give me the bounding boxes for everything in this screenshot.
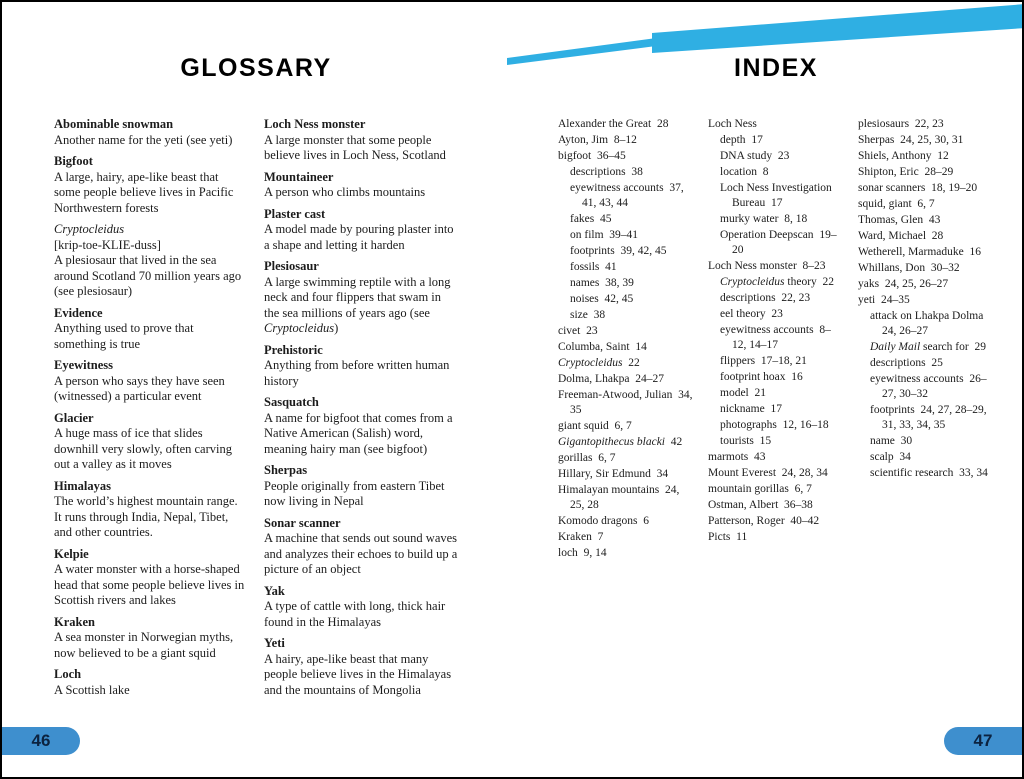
index-entry-pages: 36–45 <box>596 150 626 162</box>
glossary-term: Sasquatch <box>264 395 319 409</box>
index-entry: civet 23 <box>558 325 598 337</box>
index-entry: Wetherell, Marmaduke 16 <box>858 246 981 258</box>
index-entry-pages: 24, 28, 34 <box>781 467 828 479</box>
glossary-definition: People originally from eastern Tibet now living in Nepal <box>264 478 445 508</box>
index-entry-pages: 22, 23 <box>914 118 944 130</box>
index-entry: marmots 43 <box>708 451 766 463</box>
glossary-entry <box>264 516 458 578</box>
index-entry-pages: 17–18, 21 <box>760 355 807 367</box>
index-entry: descriptions 22, 23 <box>720 292 811 304</box>
index-entry: fossils 41 <box>570 261 617 273</box>
index-entry: murky water 8, 18 <box>720 213 808 225</box>
index-entry: fakes 45 <box>570 213 612 225</box>
index-entry-pages: 7 <box>597 531 604 543</box>
index-entry: photographs 12, 16–18 <box>720 419 829 431</box>
index-entry-pages: 38 <box>593 309 606 321</box>
index-entry: Himalayan mountains 24, 25, 28 <box>558 484 680 511</box>
swoosh-segment-thick <box>652 4 1024 53</box>
index-column-1 <box>558 117 694 562</box>
page-number-right: 47 <box>973 731 993 750</box>
glossary-page <box>54 54 458 704</box>
index-entry: Shiels, Anthony 12 <box>858 150 949 162</box>
glossary-definition: A hairy, ape-like beast that many people believe lives in the Himalayas and the mountains of Mongolia <box>264 651 452 697</box>
index-entry-pages: 28–29 <box>924 166 954 178</box>
index-entry-pages: 24, 27, 28–29, 31, 33, 34, 35 <box>882 404 987 431</box>
glossary-entry <box>54 222 248 300</box>
glossary-definition: A huge mass of ice that slides downhill very slowly, often carving out a valley as it moves <box>54 426 232 471</box>
index-entry: depth 17 <box>720 134 763 146</box>
index-entry: model 21 <box>720 387 766 399</box>
index-entry-pages: 24, 25, 26–27 <box>884 278 949 290</box>
glossary-definition: A Scottish lake <box>54 682 130 697</box>
index-entry: Hillary, Sir Edmund 34 <box>558 468 669 480</box>
index-entry: sonar scanners 18, 19–20 <box>858 182 978 194</box>
glossary-term: Sonar scanner <box>264 515 341 530</box>
index-entry-pages: 9, 14 <box>583 547 607 559</box>
index-entry: Gigantopithecus blacki 42 <box>558 436 683 448</box>
index-entry-pages: 12 <box>937 150 949 162</box>
index-entry-pages: 43 <box>754 451 766 463</box>
index-entry: Loch Ness monster 8–23 <box>708 260 826 272</box>
index-entry: tourists 15 <box>720 435 772 447</box>
glossary-column-2 <box>264 117 458 704</box>
index-entry-pages: 19–20 <box>732 229 837 256</box>
glossary-term: Plesiosaur <box>264 259 319 273</box>
index-entry-pages: 17 <box>751 134 763 146</box>
index-entry: Cryptocleidus 22 <box>558 357 640 369</box>
index-entry: Komodo dragons 6 <box>558 515 650 527</box>
glossary-definition: A large monster that some people believe lives in Loch Ness, Scotland <box>264 132 446 162</box>
index-entry: Alexander the Great 28 <box>558 118 669 130</box>
index-entry: Dolma, Lhakpa 24–27 <box>558 373 665 385</box>
index-entry-pages: 30–32 <box>930 262 960 274</box>
index-entry: Operation Deepscan 19–20 <box>720 229 837 256</box>
index-entry-pages: 11 <box>736 531 748 543</box>
glossary-term: Cryptocleidus <box>54 222 125 236</box>
index-entry-pages: 22 <box>822 276 835 288</box>
index-entry: Loch Ness <box>708 118 757 130</box>
glossary-entry <box>264 463 458 510</box>
glossary-entry <box>264 395 458 457</box>
glossary-definition: A name for bigfoot that comes from a Native American (Salish) word, meaning hairy man (see bigfoot) <box>264 410 453 456</box>
index-entry: location 8 <box>720 166 769 178</box>
index-entry-pages: 30 <box>900 435 913 447</box>
glossary-definition: Another name for the yeti (see yeti) <box>54 132 233 147</box>
glossary-definition: A person who climbs mountains <box>264 185 426 199</box>
page-number-pill-left <box>2 727 80 755</box>
index-entry-pages: 24–35 <box>881 294 910 306</box>
glossary-term: Glacier <box>54 410 94 425</box>
glossary-entry <box>264 636 458 698</box>
glossary-entry <box>54 667 248 698</box>
index-entry: Shipton, Eric 28–29 <box>858 166 954 178</box>
glossary-entry <box>264 259 458 337</box>
index-entry: descriptions 38 <box>570 166 643 178</box>
glossary-entry <box>54 358 248 405</box>
page-number-pill-right <box>944 727 1022 755</box>
index-entry-pages: 6 <box>643 515 650 527</box>
glossary-term: Kraken <box>54 614 95 629</box>
glossary-definition: A large, hairy, ape-like beast that some people believe lives in Pacific Northwestern forests <box>54 169 234 215</box>
index-entry-pages: 36–38 <box>784 499 813 511</box>
index-entry-pages: 24–27 <box>635 373 665 385</box>
index-entry: Kraken 7 <box>558 531 604 543</box>
index-entry: footprint hoax 16 <box>720 371 803 383</box>
glossary-term: Yeti <box>264 636 285 650</box>
glossary-definition: Anything used to prove that something is true <box>54 321 194 351</box>
index-entry: noises 42, 45 <box>570 293 634 305</box>
index-entry-pages: 23 <box>771 308 783 320</box>
glossary-entry <box>54 117 248 148</box>
index-column-2 <box>708 117 844 562</box>
glossary-term: Kelpie <box>54 546 89 561</box>
index-entry-pages: 6, 7 <box>614 420 632 432</box>
glossary-term: Mountaineer <box>264 169 334 184</box>
index-entry-pages: 40–42 <box>790 515 820 527</box>
index-entry: footprints 24, 27, 28–29, 31, 33, 34, 35 <box>870 404 987 431</box>
index-entry: Picts 11 <box>708 531 748 543</box>
index-entry-pages: 17 <box>770 197 783 209</box>
index-entry-pages: 8, 18 <box>784 213 808 225</box>
index-entry-pages: 8–12, 14–17 <box>732 324 831 351</box>
index-entry-pages: 26–27, 30–32 <box>882 373 987 400</box>
glossary-entry <box>264 343 458 390</box>
glossary-definition: Anything from before written human history <box>264 358 450 388</box>
index-entry-pages: 24, 25, 28 <box>570 484 680 511</box>
glossary-term: Plaster cast <box>264 206 326 221</box>
index-entry-pages: 22, 23 <box>781 292 811 304</box>
index-entry: scalp 34 <box>870 451 911 463</box>
index-entry-pages: 6, 7 <box>598 452 616 464</box>
index-entry-pages: 37, 41, 43, 44 <box>582 182 684 209</box>
glossary-definition: A water monster with a horse-shaped head that some people believe lives in Scottish rivers and lakes <box>54 562 245 607</box>
index-entry-pages: 39, 42, 45 <box>620 245 667 257</box>
index-entry-pages: 24, 26–27 <box>882 325 928 337</box>
page-number-left: 46 <box>31 731 51 750</box>
index-entry: eel theory 23 <box>720 308 783 320</box>
index-entry: Whillans, Don 30–32 <box>858 262 960 274</box>
index-page <box>558 54 994 562</box>
glossary-definition: A large swimming reptile with a long neck and four flippers that swam in the sea millions of years ago (see Cryptocleidus) <box>264 274 451 335</box>
index-entry-pages: 34 <box>656 468 669 480</box>
index-entry-pages: 34 <box>899 451 911 463</box>
index-entry: attack on Lhakpa Dolma 24, 26–27 <box>870 310 990 337</box>
index-entry: Thomas, Glen 43 <box>858 214 941 226</box>
index-entry: DNA study 23 <box>720 150 790 162</box>
index-entry-pages: 18, 19–20 <box>931 182 978 194</box>
index-entry: Daily Mail search for 29 <box>870 341 986 353</box>
index-entry-pages: 34, 35 <box>570 389 693 416</box>
index-entry-pages: 42, 45 <box>604 293 634 305</box>
index-entry: on film 39–41 <box>570 229 639 241</box>
glossary-entry <box>264 170 458 201</box>
index-entry: loch 9, 14 <box>558 547 607 559</box>
index-entry-pages: 22 <box>628 357 640 369</box>
index-entry: Cryptocleidus theory 22 <box>720 276 835 288</box>
glossary-definition: A model made by pouring plaster into a shape and letting it harden <box>264 222 454 252</box>
index-entry-pages: 8–23 <box>802 260 826 272</box>
index-entry: squid, giant 6, 7 <box>858 198 935 210</box>
index-entry: nickname 17 <box>720 403 782 415</box>
index-entry-pages: 38 <box>631 166 643 178</box>
index-title: INDEX <box>734 54 818 82</box>
index-entry: flippers 17–18, 21 <box>720 355 807 367</box>
glossary-entry <box>54 306 248 353</box>
index-entry-pages: 33, 34 <box>959 467 988 479</box>
index-entry: Columba, Saint 14 <box>558 341 647 353</box>
index-entry-pages: 28 <box>656 118 669 130</box>
index-entry: mountain gorillas 6, 7 <box>708 483 812 495</box>
index-entry-pages: 21 <box>754 387 766 399</box>
index-entry-pages: 16 <box>969 246 981 258</box>
glossary-definition: A sea monster in Norwegian myths, now believed to be a giant squid <box>54 630 234 660</box>
index-entry-pages: 8 <box>762 166 769 178</box>
glossary-term: Yak <box>264 583 285 598</box>
index-entry-pages: 12, 16–18 <box>782 419 829 431</box>
index-entry-pages: 15 <box>759 435 772 447</box>
index-entry: gorillas 6, 7 <box>558 452 616 464</box>
glossary-term: Bigfoot <box>54 154 93 168</box>
glossary-entry <box>264 584 458 631</box>
index-entry: Loch Ness Investigation Bureau 17 <box>720 182 832 209</box>
glossary-term: Sherpas <box>264 463 308 477</box>
index-entry-pages: 42 <box>670 436 683 448</box>
glossary-pronunciation: [krip-toe-KLIE-duss] <box>54 237 161 252</box>
index-entry: yaks 24, 25, 26–27 <box>858 278 949 290</box>
index-entry-pages: 45 <box>600 213 612 225</box>
glossary-definition: A plesiosaur that lived in the sea around Scotland 70 million years ago (see plesiosaur) <box>54 253 242 298</box>
index-entry: Sherpas 24, 25, 30, 31 <box>858 134 964 146</box>
index-entry: footprints 39, 42, 45 <box>570 245 667 257</box>
index-entry: descriptions 25 <box>870 357 943 369</box>
index-entry: Patterson, Roger 40–42 <box>708 515 820 527</box>
glossary-entry <box>264 207 458 254</box>
index-entry: Ward, Michael 28 <box>858 230 944 242</box>
glossary-definition: A person who says they have seen (witnessed) a particular event <box>54 373 225 403</box>
glossary-columns <box>54 117 458 704</box>
index-entry: yeti 24–35 <box>858 294 910 306</box>
index-entry-pages: 24, 25, 30, 31 <box>900 134 964 146</box>
index-columns <box>558 117 994 562</box>
index-entry-pages: 16 <box>791 371 803 383</box>
glossary-term: Eyewitness <box>54 358 114 372</box>
index-entry: scientific research 33, 34 <box>870 467 988 479</box>
index-entry-pages: 43 <box>928 214 941 226</box>
index-entry: plesiosaurs 22, 23 <box>858 118 944 130</box>
index-entry: eyewitness accounts 26–27, 30–32 <box>870 373 987 400</box>
index-entry: eyewitness accounts 8–12, 14–17 <box>720 324 831 351</box>
glossary-entry <box>54 547 248 609</box>
index-entry: bigfoot 36–45 <box>558 150 626 162</box>
glossary-definition: The world’s highest mountain range. It runs through India, Nepal, Tibet, and other countries. <box>54 494 238 539</box>
index-entry-pages: 17 <box>770 403 782 415</box>
index-entry: Mount Everest 24, 28, 34 <box>708 467 828 479</box>
glossary-term: Loch <box>54 667 82 681</box>
glossary-title: GLOSSARY <box>180 54 332 82</box>
glossary-entry <box>54 479 248 541</box>
glossary-definition: A type of cattle with long, thick hair found in the Himalayas <box>264 599 446 629</box>
index-entry-pages: 23 <box>777 150 790 162</box>
index-entry-pages: 23 <box>586 325 598 337</box>
index-entry: names 38, 39 <box>570 277 634 289</box>
glossary-term: Prehistoric <box>264 342 323 357</box>
index-entry: Ayton, Jim 8–12 <box>558 134 637 146</box>
index-entry: Ostman, Albert 36–38 <box>708 499 813 511</box>
index-entry-pages: 6, 7 <box>794 483 812 495</box>
glossary-term: Loch Ness monster <box>264 117 366 131</box>
glossary-entry <box>54 154 248 216</box>
index-entry-pages: 29 <box>974 341 986 353</box>
index-entry-pages: 8–12 <box>613 134 637 146</box>
index-entry: name 30 <box>870 435 913 447</box>
index-entry-pages: 41 <box>605 261 617 273</box>
glossary-column-1 <box>54 117 248 704</box>
index-entry-pages: 14 <box>635 341 647 353</box>
index-entry: size 38 <box>570 309 606 321</box>
glossary-entry <box>54 411 248 473</box>
glossary-term: Evidence <box>54 305 103 320</box>
index-entry-pages: 28 <box>931 230 944 242</box>
index-column-3 <box>858 117 994 562</box>
glossary-entry <box>54 615 248 662</box>
index-entry: eyewitness accounts 37, 41, 43, 44 <box>570 182 684 209</box>
glossary-definition: A machine that sends out sound waves and analyzes their echoes to build up a picture of an object <box>264 531 458 576</box>
glossary-term: Abominable snowman <box>54 117 174 131</box>
index-entry-pages: 39–41 <box>609 229 639 241</box>
index-entry-pages: 38, 39 <box>605 277 634 289</box>
index-entry-pages: 25 <box>931 357 943 369</box>
glossary-term: Himalayas <box>54 478 111 493</box>
index-entry: giant squid 6, 7 <box>558 420 632 432</box>
index-entry-pages: 6, 7 <box>917 198 935 210</box>
index-entry: Freeman-Atwood, Julian 34, 35 <box>558 389 693 416</box>
glossary-entry <box>264 117 458 164</box>
